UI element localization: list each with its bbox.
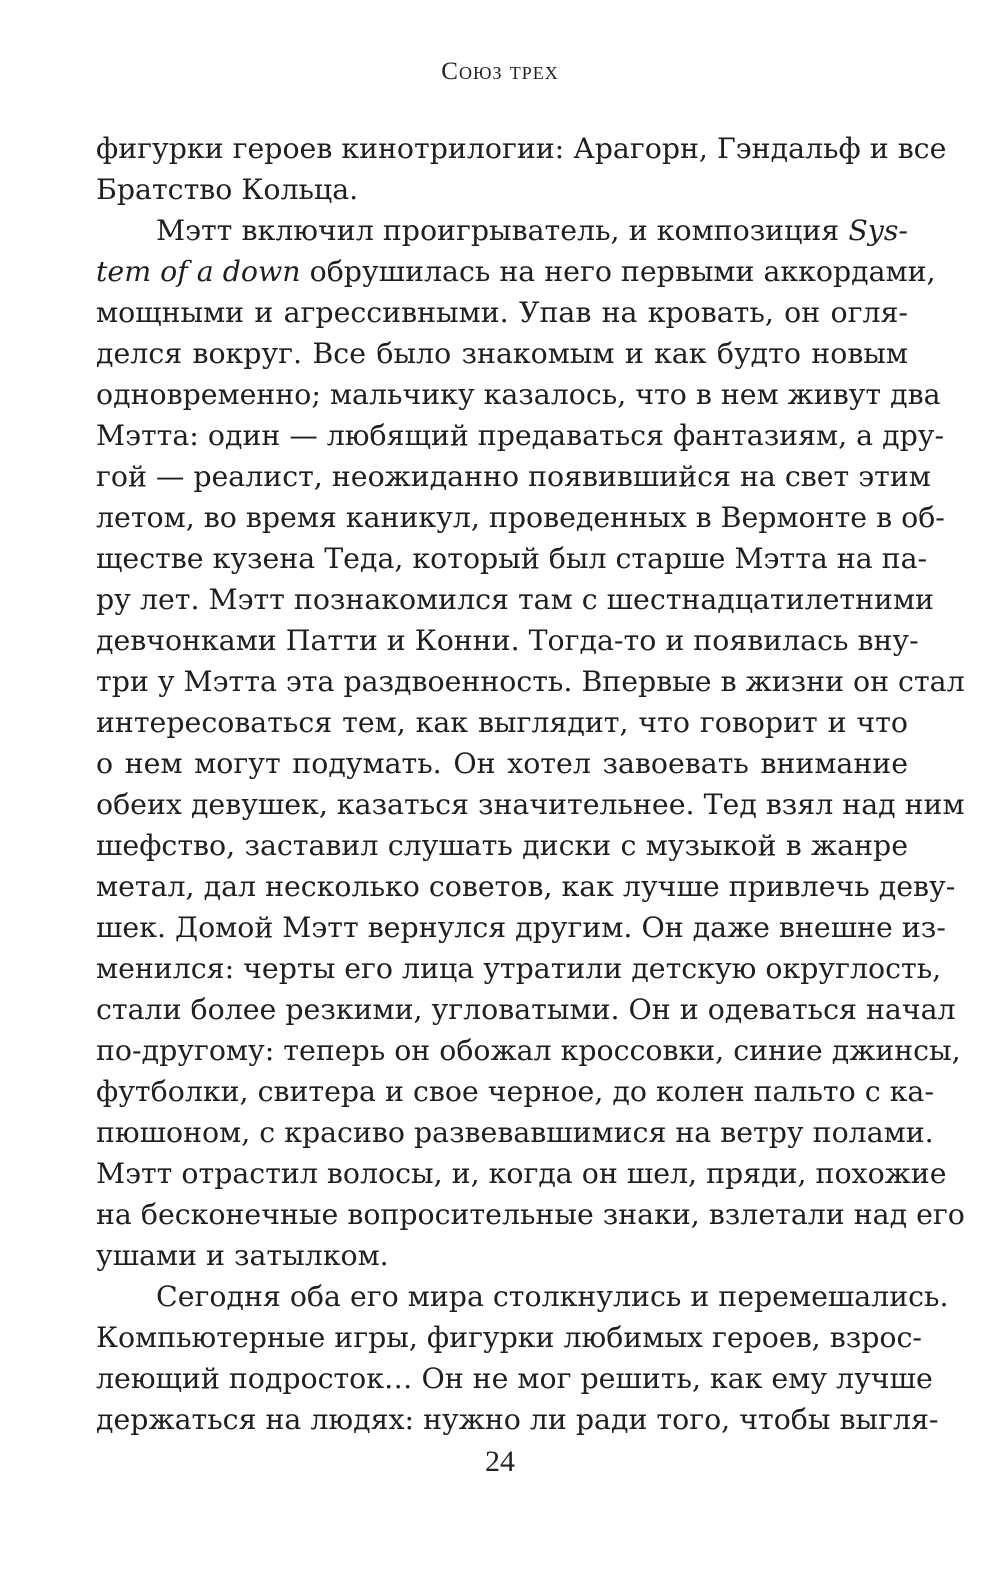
text-line-mixed	[96, 210, 908, 251]
running-head-title: Союз трех	[441, 58, 559, 85]
text-line: Мэтт отрастил волосы, и, когда он шел, пряди, похожие	[96, 1157, 947, 1190]
text-line: делся вокруг. Все было знакомым и как будто новым	[96, 337, 908, 370]
text-line: пюшоном, с красиво развевавшимися на ветру полами.	[96, 1116, 934, 1149]
text-run: включил проигрыватель, и композиция	[232, 214, 849, 247]
text-line: футболки, свитера и свое черное, до колен пальто с ка-	[96, 1075, 934, 1108]
body-text	[96, 128, 965, 1440]
text-line: стали более резкими, угловатыми. Он и одеваться начал	[96, 993, 956, 1026]
text-line: держаться на людях: нужно ли ради того, чтобы выгля-	[96, 1403, 939, 1436]
text-line: три у Мэтта эта раздвоенность. Впервые в жизни он стал	[96, 665, 965, 698]
text-line: шефство, заставил слушать диски с музыкой в жанре	[96, 829, 908, 862]
text-line: метал, дал несколько советов, как лучше привлечь деву-	[96, 870, 956, 903]
text-run: обрушилась на него первыми аккордами,	[300, 255, 936, 288]
text-line: ществе кузена Теда, который был старше Мэтта на па-	[96, 542, 928, 575]
text-line: менился: черты его лица утратили детскую округлость,	[96, 952, 942, 985]
text-line: шек. Домой Мэтт вернулся другим. Он даже внешне из-	[96, 911, 946, 944]
text-line: по-другому: теперь он обожал кроссовки, синие джинсы,	[96, 1034, 961, 1067]
text-line: интересоваться тем, как выглядит, что говорит и что	[96, 706, 908, 739]
text-line: Мэтта: один — любящий предаваться фантазиям, а дру-	[96, 419, 945, 452]
text-line: леющий подросток… Он не мог решить, как ему лучше	[96, 1362, 933, 1395]
text-line: о нем могут подумать. Он хотел завоевать внимание	[96, 747, 908, 780]
text-line-mixed	[96, 251, 936, 292]
page-number: 24	[485, 1445, 515, 1478]
italic-text-run: Sys-	[848, 214, 908, 247]
text-line: на бесконечные вопросительные знаки, взлетали над его	[96, 1198, 965, 1231]
text-line: Братство Кольца.	[96, 173, 359, 206]
text-line: девчонками Патти и Конни. Тогда-то и появилась вну-	[96, 624, 919, 657]
text-run: Мэтт	[156, 214, 233, 247]
text-line: ру лет. Мэтт познакомился там с шестнадцатилетними	[96, 583, 934, 616]
text-line: Сегодня оба его мира столкнулись и перемешались.	[156, 1280, 949, 1313]
text-line: Компьютерные игры, фигурки любимых героев, взрос-	[96, 1321, 922, 1354]
text-line: одновременно; мальчику казалось, что в нем живут два	[96, 378, 941, 411]
text-line: гой — реалист, неожиданно появившийся на свет этим	[96, 460, 931, 493]
text-line: фигурки героев кинотрилогии: Арагорн, Гэндальф и все	[96, 132, 947, 165]
italic-text-run: tem of a down	[96, 255, 301, 288]
text-line: мощными и агрессивными. Упав на кровать, он огля-	[96, 296, 908, 329]
text-line: обеих девушек, казаться значительнее. Тед взял над ним	[96, 788, 965, 821]
text-line: летом, во время каникул, проведенных в Вермонте в об-	[96, 501, 945, 534]
text-line: ушами и затылком.	[96, 1239, 389, 1272]
